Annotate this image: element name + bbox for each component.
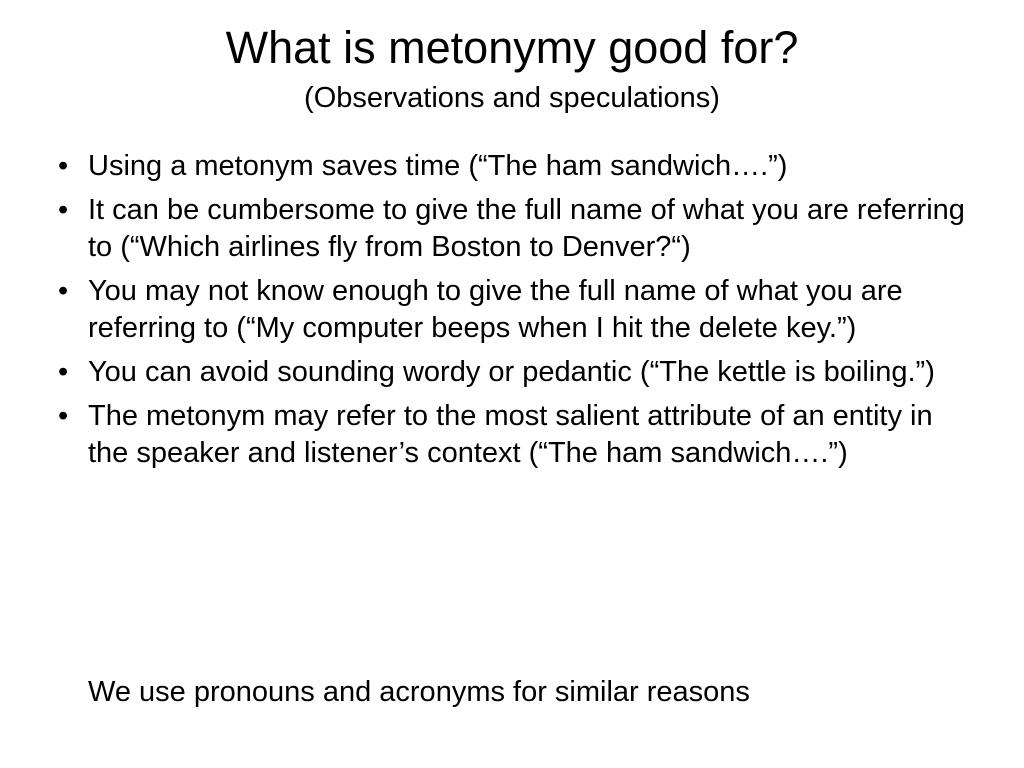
bullet-list [58, 148, 968, 479]
bullet-icon: • [58, 194, 69, 226]
bullet-item [58, 192, 968, 266]
bullet-icon: • [58, 356, 69, 388]
bullet-text: The metonym may refer to the most salient attribute of an entity in the speaker and listener’s context (“The ham sandwich….”) [88, 400, 933, 469]
closing-statement: We use pronouns and acronyms for similar reasons [88, 676, 750, 708]
bullet-text: You can avoid sounding wordy or pedantic (“The kettle is boiling.”) [88, 356, 935, 388]
bullet-icon: • [58, 275, 69, 307]
slide-subtitle: (Observations and speculations) [304, 82, 720, 114]
bullet-text: It can be cumbersome to give the full name of what you are referring to (“Which airlines fly from Boston to Denver?“) [88, 194, 965, 263]
bullet-item [58, 273, 968, 347]
bullet-item [58, 398, 968, 472]
slide-title: What is metonymy good for? [225, 22, 799, 73]
bullet-item [58, 354, 968, 391]
bullet-text: Using a metonym saves time (“The ham sandwich….”) [88, 150, 788, 182]
bullet-item [58, 148, 968, 185]
bullet-text: You may not know enough to give the full name of what you are referring to (“My computer beeps when I hit the delete key.”) [88, 275, 903, 344]
bullet-icon: • [58, 150, 69, 182]
bullet-icon: • [58, 400, 69, 432]
